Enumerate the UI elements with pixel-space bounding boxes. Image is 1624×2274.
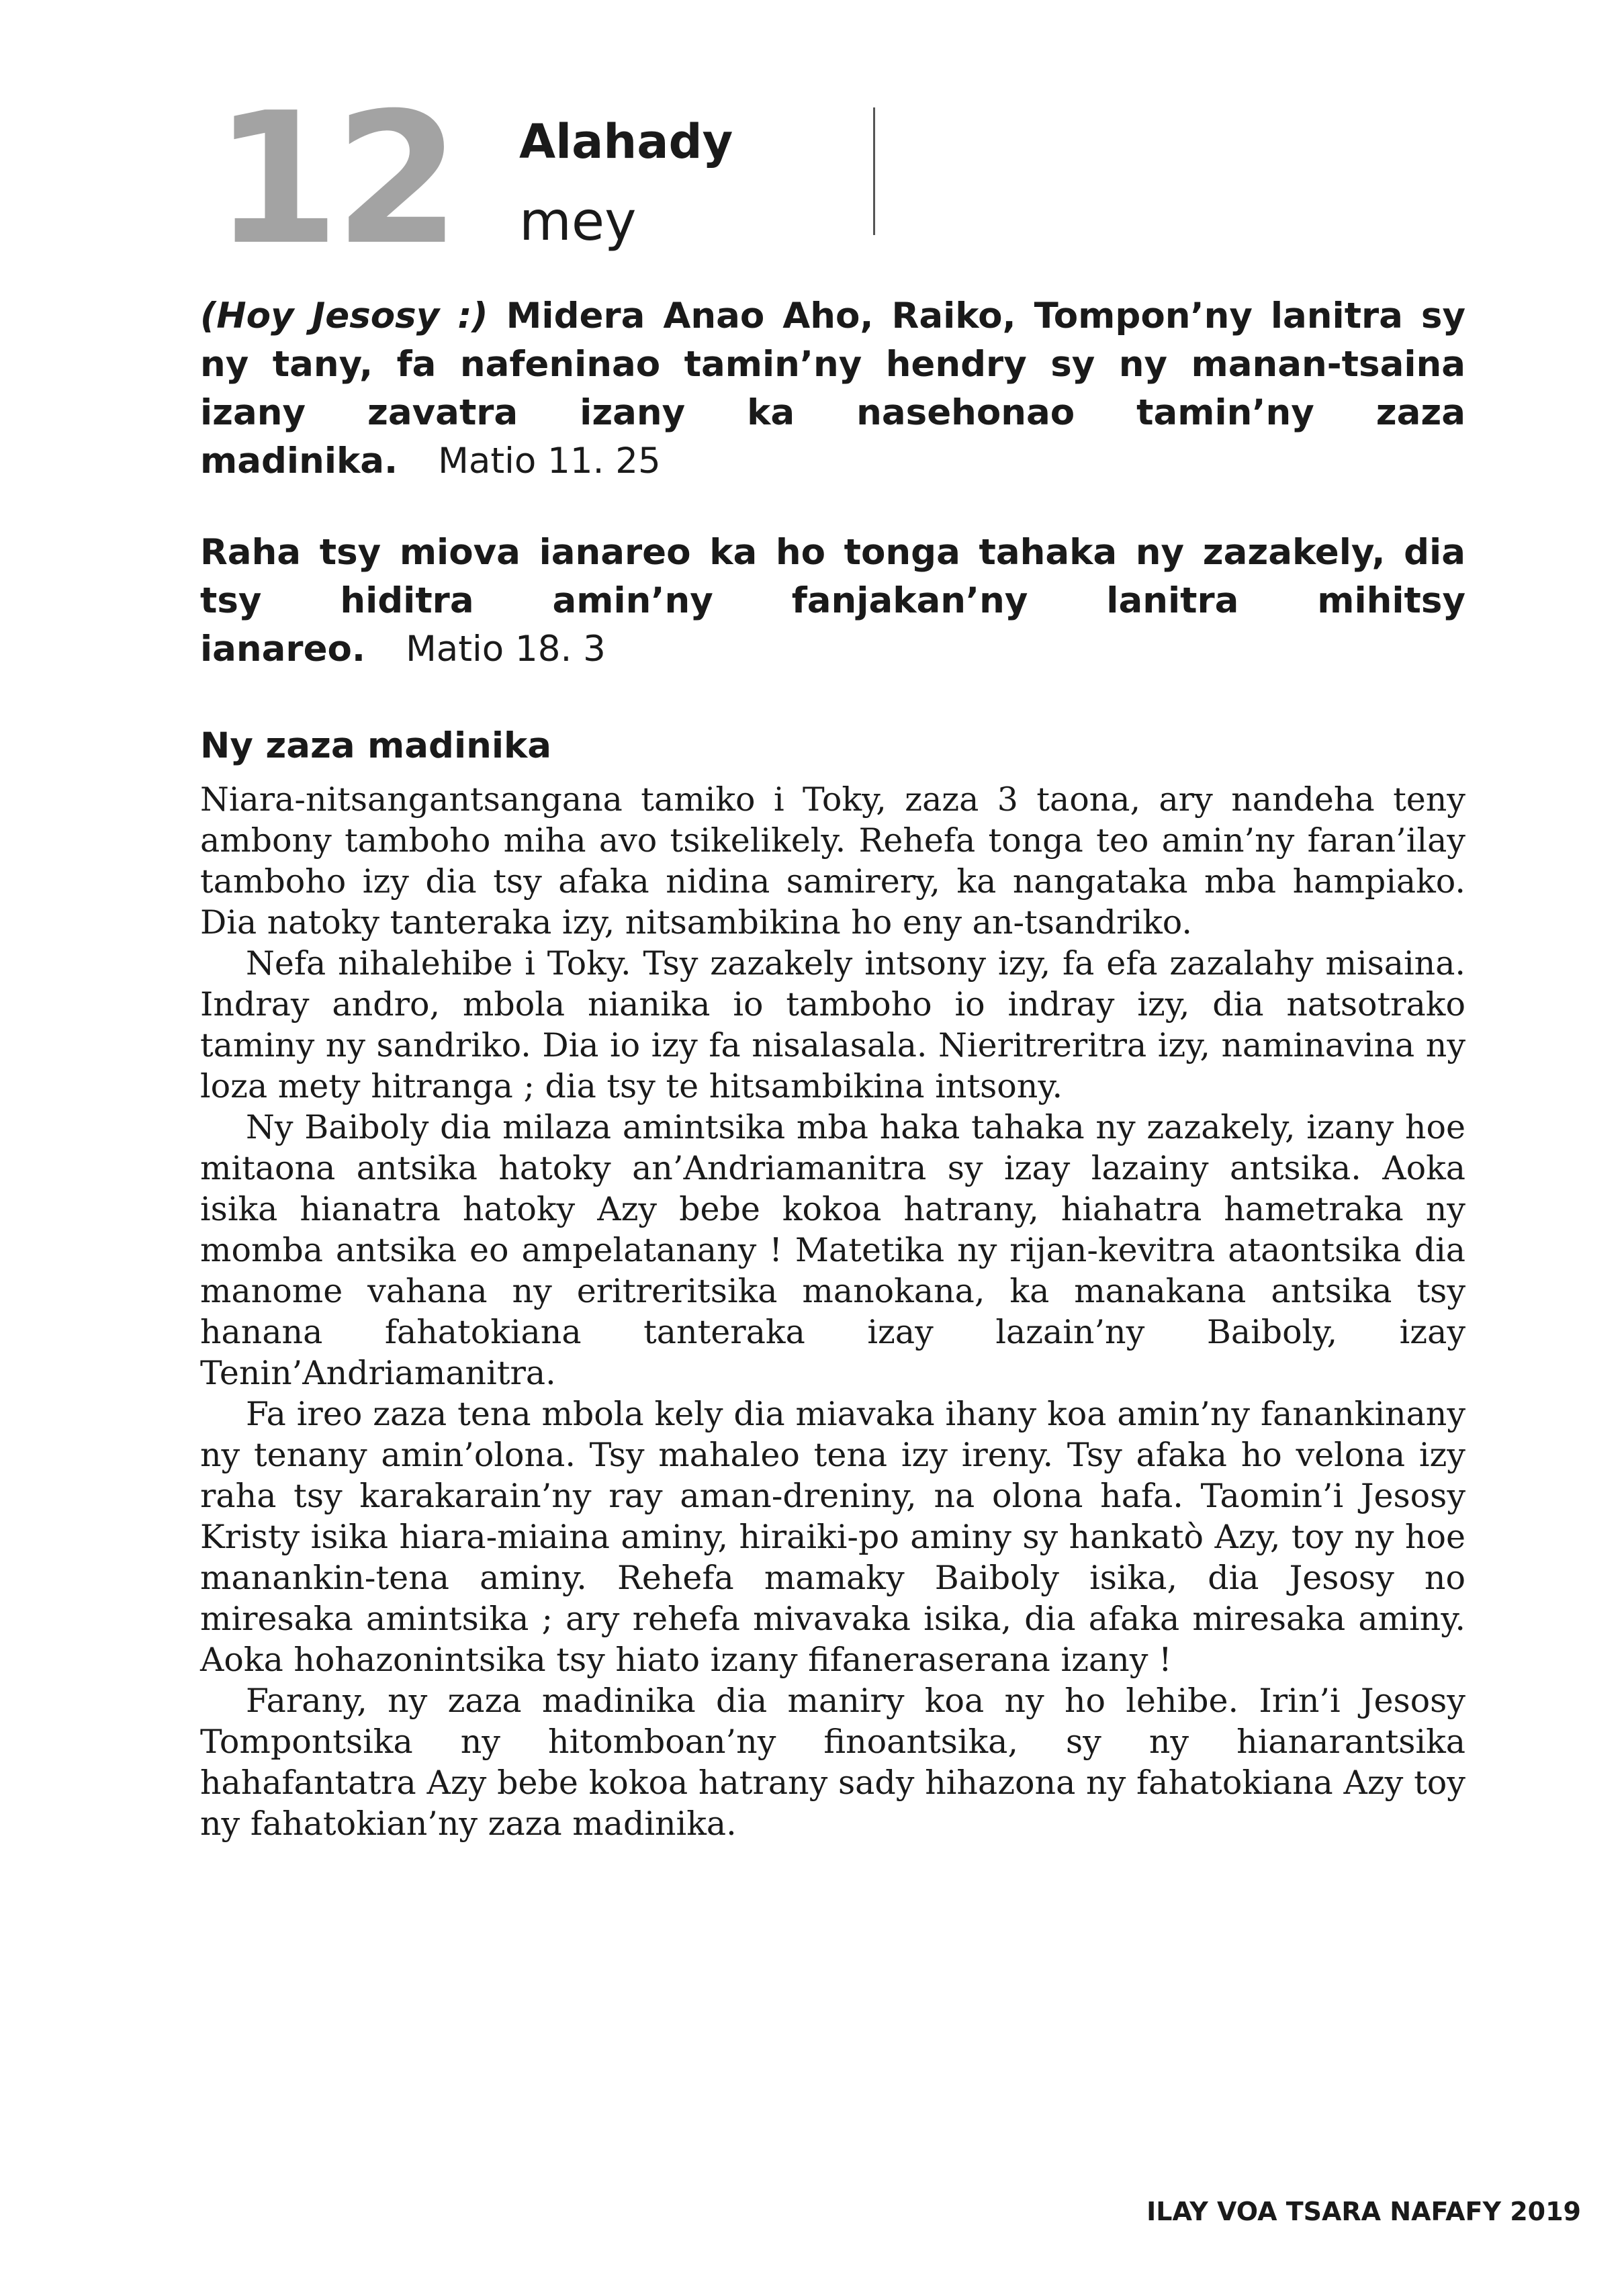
verse-text: Midera Anao Aho, Raiko, Tompon’ny lanitra sy ny tany, fa nafeninao tamin’ny hendry sy ny manan-tsaina izany zavatra izany ka nasehonao tamin’ny zaza madinika. — [200, 295, 1466, 482]
weekday-label: Alahady — [519, 114, 733, 169]
body-paragraph: Nefa nihalehibe i Toky. Tsy zazakely intsony izy, fa efa zazalahy misaina. Indray andro, mbola nianika io tamboho io indray izy, dia natsotrako taminy ny sandriko. Dia io izy fa nisalasala. Nieritreritra izy, naminavina ny loza mety hitranga ; dia tsy te hitsambikina intsony. — [200, 944, 1465, 1105]
month-label: mey — [519, 190, 637, 253]
day-number: 12 — [214, 73, 455, 285]
scripture-verse-2 — [200, 529, 1465, 674]
verse-reference: Matio 18. 3 — [406, 629, 606, 670]
section-title: Ny zaza madinika — [200, 725, 552, 766]
body-paragraph: Niara-nitsangantsangana tamiko i Toky, zaza 3 taona, ary nandeha teny ambony tamboho miha avo tsikelikely. Rehefa tonga teo amin’ny faran’ilay tamboho izy dia tsy afaka nidina samirery, ka nangataka mba hampiako. Dia natoky tanteraka izy, nitsambikina ho eny an-tsandriko. — [200, 780, 1465, 942]
verse-text: Raha tsy miova ianareo ka ho tonga tahaka ny zazakely, dia tsy hiditra amin’ny fanjakan’ny lanitra mihitsy ianareo. — [200, 532, 1465, 670]
header-divider — [873, 107, 875, 235]
body-paragraph: Fa ireo zaza tena mbola kely dia miavaka ihany koa amin’ny fanankinany ny tenany amin’olona. Tsy mahaleo tena izy ireny. Tsy afaka ho velona izy raha tsy karakarain’ny ray aman-dreniny, na olona hafa. Taomin’i Jesosy Kristy isika hiara-miaina aminy, hiraiki-po aminy sy hankatò Azy, toy ny hoe manankin-tena aminy. Rehefa mamaky Baiboly isika, dia Jesosy no miresaka amintsika ; ary rehefa mivavaka isika, dia afaka miresaka aminy. Aoka hohazonintsika tsy hiato izany fifaneraserana izany ! — [200, 1395, 1465, 1679]
verse-speaker: (Hoy Jesosy :) — [200, 295, 488, 336]
meditation-body — [200, 779, 1465, 1844]
body-paragraph: Ny Baiboly dia milaza amintsika mba haka tahaka ny zazakely, izany hoe mitaona antsika hatoky an’Andriamanitra sy izay lazainy antsika. Aoka isika hianatra hatoky Azy bebe kokoa hatrany, hiahatra hametraka ny momba antsika eo ampelatanany ! Matetika ny rijan-kevitra ataontsika dia manome vahana ny eritreritsika manokana, ka manakana antsika tsy hanana fahatokiana tanteraka izay lazain’ny Baiboly, izay Tenin’Andriamanitra. — [200, 1108, 1465, 1392]
publication-footer: ILAY VOA TSARA NAFAFY 2019 — [1146, 2197, 1581, 2226]
scripture-verse-1 — [200, 292, 1465, 486]
verse-reference: Matio 11. 25 — [438, 441, 661, 482]
body-paragraph: Farany, ny zaza madinika dia maniry koa ny ho lehibe. Irin’i Jesosy Tompontsika ny hitomboan’ny finoantsika, sy ny hianarantsika hahafantatra Azy bebe kokoa hatrany sady hihazona ny fahatokiana Azy toy ny fahatokian’ny zaza madinika. — [200, 1682, 1465, 1843]
